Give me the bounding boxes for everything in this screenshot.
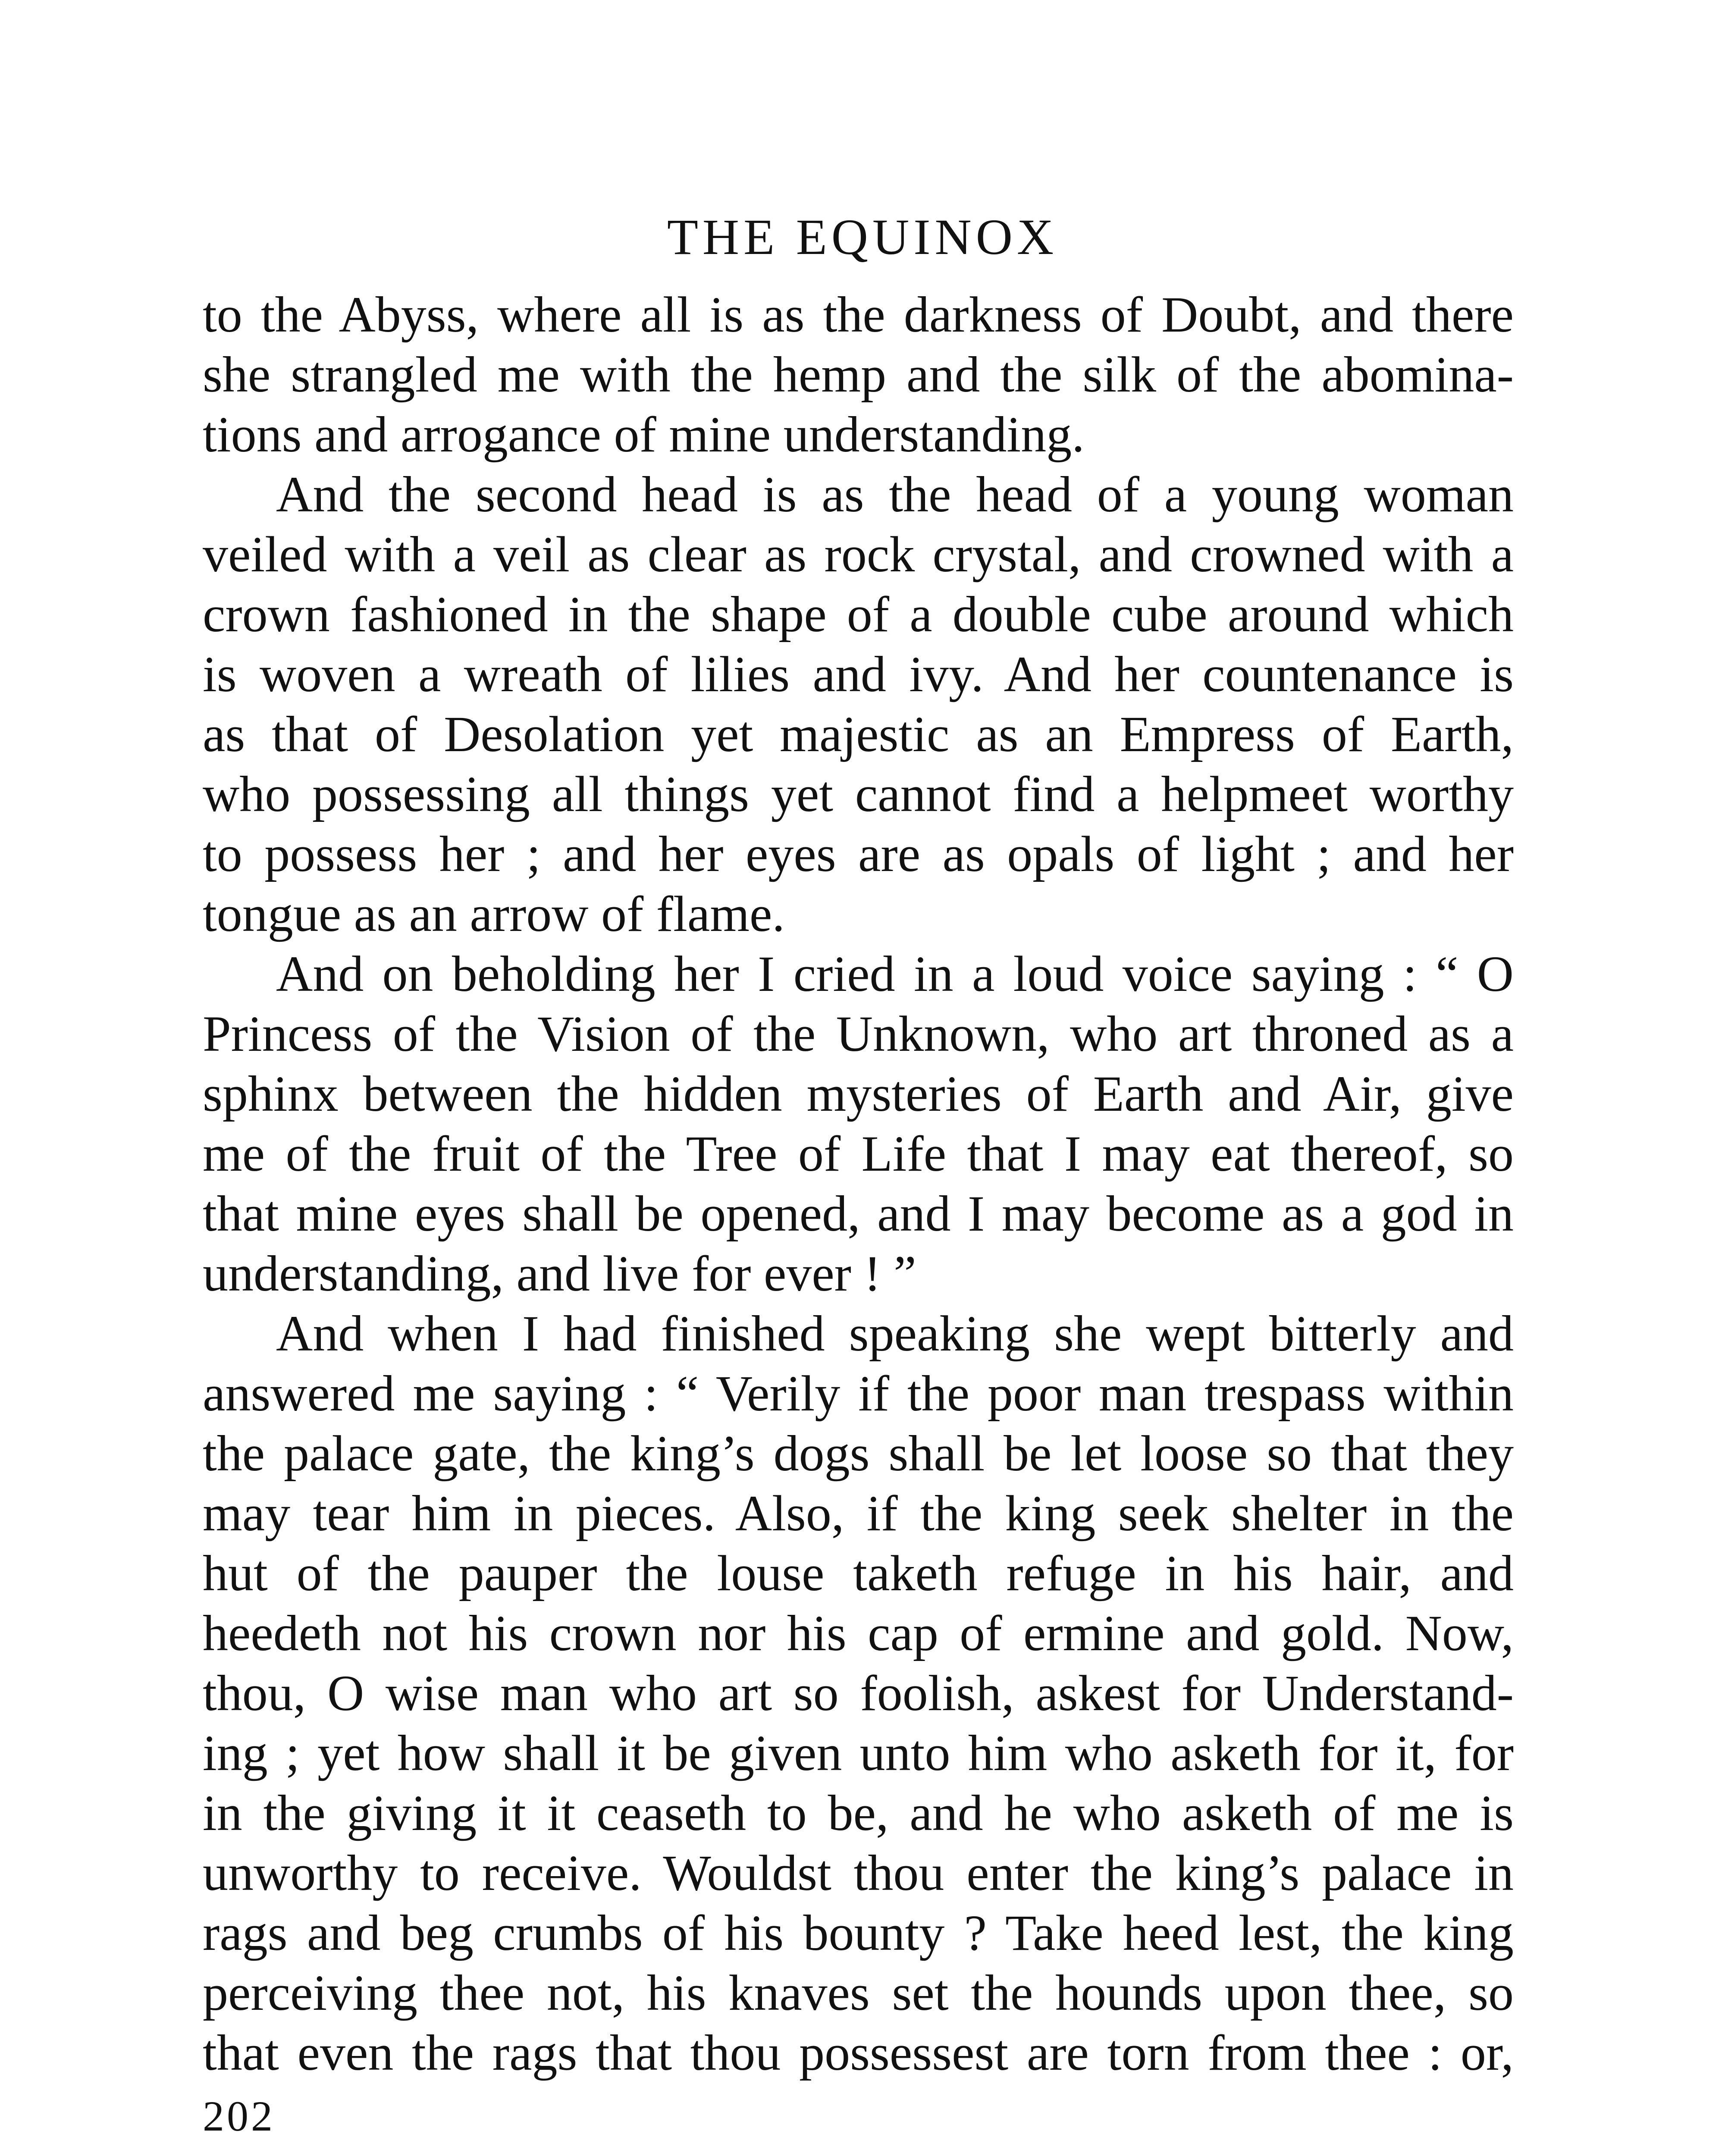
text-line: she strangled me with the hemp and the silk of the abomina- — [203, 346, 1514, 403]
text-line: understanding, and live for ever ! ” — [203, 1245, 916, 1302]
text-line: crown fashioned in the shape of a double cube around which — [203, 586, 1514, 642]
text-line: sphinx between the hidden mysteries of Earth and Air, give — [203, 1065, 1514, 1122]
text-line: tongue as an arrow of flame. — [203, 886, 785, 942]
text-line: And the second head is as the head of a young woman — [276, 466, 1514, 523]
text-line: thou, O wise man who art so foolish, askest for Understand- — [203, 1665, 1514, 1721]
text-line: unworthy to receive. Wouldst thou enter the king’s palace in — [203, 1845, 1514, 1901]
text-line: hut of the pauper the louse taketh refuge in his hair, and — [203, 1545, 1514, 1601]
text-line: And on beholding her I cried in a loud voice saying : “ O — [276, 946, 1514, 1002]
text-line: to possess her ; and her eyes are as opals of light ; and her — [203, 826, 1514, 882]
text-line: And when I had finished speaking she wept bitterly and — [276, 1305, 1514, 1362]
text-line: the palace gate, the king’s dogs shall be let loose so that they — [203, 1425, 1514, 1482]
text-line: in the giving it it ceaseth to be, and he who asketh of me is — [203, 1785, 1514, 1841]
text-line: may tear him in pieces. Also, if the king seek shelter in the — [203, 1485, 1514, 1542]
paragraph — [203, 285, 1514, 464]
text-line: answered me saying : “ Verily if the poor man trespass within — [203, 1365, 1514, 1422]
text-line: is woven a wreath of lilies and ivy. And her countenance is — [203, 646, 1514, 702]
text-line: as that of Desolation yet majestic as an Empress of Earth, — [203, 706, 1514, 762]
text-line: rags and beg crumbs of his bounty ? Take heed lest, the king — [203, 1905, 1514, 1961]
text-line: ing ; yet how shall it be given unto him who asketh for it, for — [203, 1725, 1514, 1781]
paragraph — [203, 1304, 1514, 2083]
text-line: tions and arrogance of mine understanding. — [203, 406, 1085, 463]
text-line: me of the fruit of the Tree of Life that I may eat thereof, so — [203, 1125, 1514, 1182]
paragraph — [203, 944, 1514, 1304]
text-line: perceiving thee not, his knaves set the hounds upon thee, so — [203, 1965, 1514, 2021]
text-line: who possessing all things yet cannot find a helpmeet worthy — [203, 766, 1514, 822]
body-text — [203, 285, 1514, 2083]
text-line: Princess of the Vision of the Unknown, who art throned as a — [203, 1006, 1514, 1062]
page-number: 202 — [203, 2092, 275, 2140]
text-line: heedeth not his crown nor his cap of ermine and gold. Now, — [203, 1605, 1514, 1661]
running-head: THE EQUINOX — [667, 209, 1058, 265]
paragraph — [203, 464, 1514, 944]
text-line: to the Abyss, where all is as the darkness of Doubt, and there — [203, 286, 1514, 343]
text-line: that mine eyes shall be opened, and I may become as a god in — [203, 1185, 1514, 1242]
text-line: that even the rags that thou possessest are torn from thee : or, — [203, 2024, 1514, 2081]
text-line: veiled with a veil as clear as rock crystal, and crowned with a — [203, 526, 1514, 583]
